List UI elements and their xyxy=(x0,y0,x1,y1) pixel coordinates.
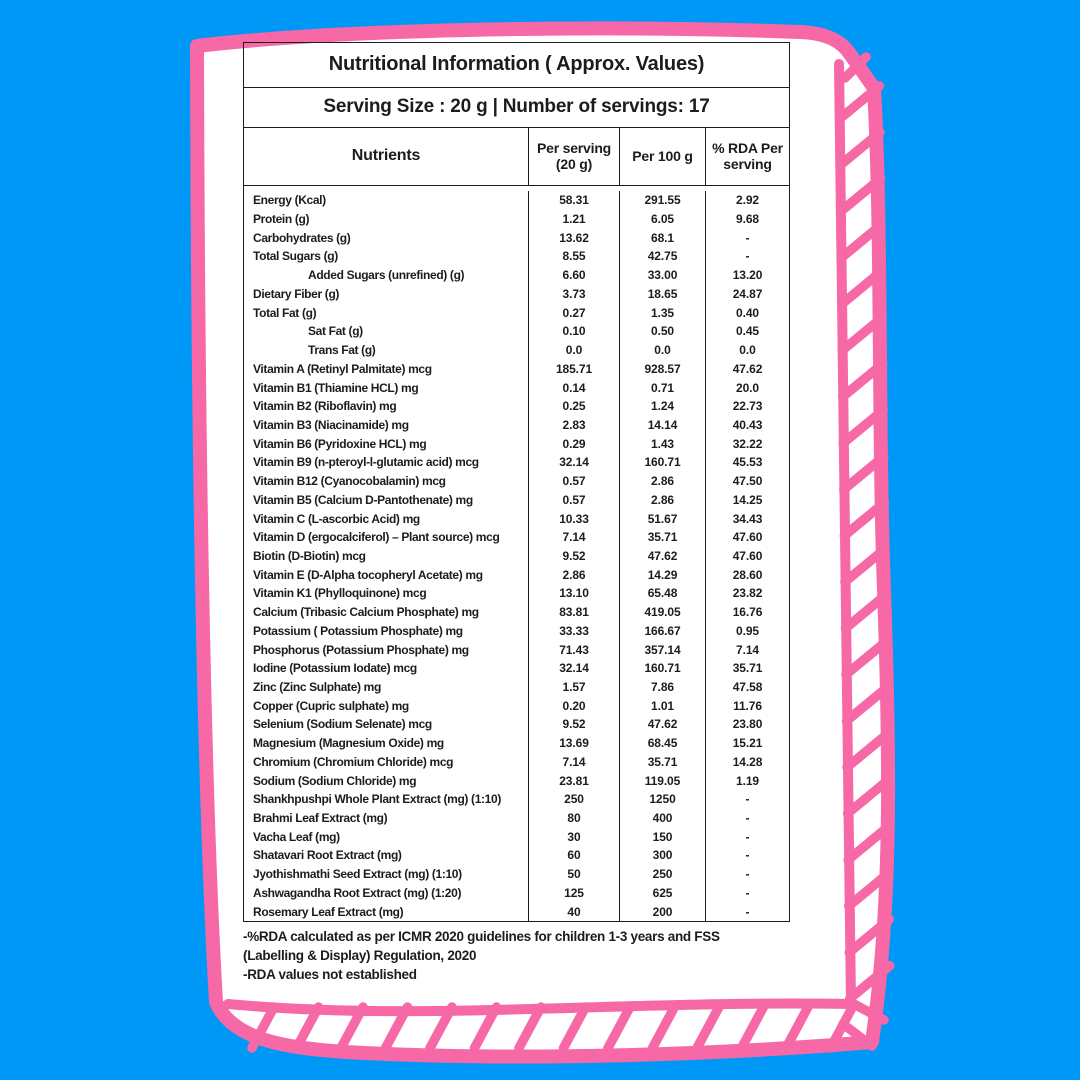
value-per-serving: 0.57 xyxy=(528,490,619,509)
value-per-serving: 13.69 xyxy=(528,734,619,753)
nutrient-name: Vitamin B1 (Thiamine HCL) mg xyxy=(253,380,419,395)
value-rda: 0.0 xyxy=(705,341,789,360)
table-row xyxy=(244,565,789,584)
value-per-100g: 400 xyxy=(619,809,705,828)
value-per-100g: 1.35 xyxy=(619,303,705,322)
table-row xyxy=(244,846,789,865)
nutrient-name: Sat Fat (g) xyxy=(308,324,363,339)
value-per-100g: 1.24 xyxy=(619,397,705,416)
value-rda: - xyxy=(705,884,789,903)
nutrient-name: Ashwagandha Root Extract (mg) (1:20) xyxy=(253,885,462,900)
value-per-serving: 0.20 xyxy=(528,696,619,715)
table-row xyxy=(244,528,789,547)
footnote-line: -RDA values not established xyxy=(243,967,417,982)
value-per-100g: 51.67 xyxy=(619,509,705,528)
value-rda: - xyxy=(705,247,789,266)
value-per-serving: 1.21 xyxy=(528,210,619,229)
value-rda: 35.71 xyxy=(705,659,789,678)
value-rda: 22.73 xyxy=(705,397,789,416)
table-row xyxy=(244,416,789,435)
value-per-serving: 185.71 xyxy=(528,359,619,378)
nutrient-name: Vitamin B5 (Calcium D-Pantothenate) mg xyxy=(253,492,473,507)
value-per-100g: 42.75 xyxy=(619,247,705,266)
table-title: Nutritional Information ( Approx. Values) xyxy=(244,43,789,88)
nutrient-name: Zinc (Zinc Sulphate) mg xyxy=(253,680,381,694)
value-rda: - xyxy=(705,902,789,921)
value-rda: 45.53 xyxy=(705,453,789,472)
value-per-100g: 2.86 xyxy=(619,490,705,509)
nutrient-name: Selenium (Sodium Selenate) mcg xyxy=(253,717,432,732)
value-per-100g: 419.05 xyxy=(619,603,705,622)
table-row xyxy=(244,734,789,753)
value-rda: 47.62 xyxy=(705,359,789,378)
footnotes xyxy=(243,927,783,984)
table-row xyxy=(244,397,789,416)
table-body xyxy=(244,186,789,921)
table-row xyxy=(244,884,789,903)
value-per-100g: 47.62 xyxy=(619,547,705,566)
value-per-100g: 357.14 xyxy=(619,640,705,659)
nutrient-name: Energy (Kcal) xyxy=(253,193,326,208)
value-per-serving: 0.27 xyxy=(528,303,619,322)
table-row xyxy=(244,191,789,210)
column-header-nutrients: Nutrients xyxy=(351,147,421,165)
value-per-serving: 23.81 xyxy=(528,771,619,790)
value-rda: 15.21 xyxy=(705,734,789,753)
nutrient-name: Trans Fat (g) xyxy=(308,343,376,358)
nutrient-name: Shankhpushpi Whole Plant Extract (mg) (1:10) xyxy=(253,792,501,807)
value-per-serving: 0.25 xyxy=(528,397,619,416)
value-per-100g: 928.57 xyxy=(619,359,705,378)
value-per-100g: 160.71 xyxy=(619,453,705,472)
value-per-serving: 3.73 xyxy=(528,285,619,304)
value-rda: - xyxy=(705,865,789,884)
table-row xyxy=(244,715,789,734)
value-per-serving: 33.33 xyxy=(528,621,619,640)
value-per-100g: 250 xyxy=(619,865,705,884)
value-rda: 23.82 xyxy=(705,584,789,603)
table-row xyxy=(244,228,789,247)
value-per-serving: 80 xyxy=(528,809,619,828)
value-rda: 34.43 xyxy=(705,509,789,528)
table-row xyxy=(244,378,789,397)
table-row xyxy=(244,472,789,491)
nutrient-name: Vacha Leaf (mg) xyxy=(253,829,340,844)
table-row xyxy=(244,547,789,566)
value-per-100g: 6.05 xyxy=(619,210,705,229)
value-per-100g: 14.29 xyxy=(619,565,705,584)
table-header xyxy=(244,128,789,186)
value-per-serving: 13.10 xyxy=(528,584,619,603)
column-header-rda: % RDA Per serving xyxy=(705,128,789,185)
value-rda: - xyxy=(705,809,789,828)
value-per-serving: 58.31 xyxy=(528,191,619,210)
nutrient-name: Added Sugars (unrefined) (g) xyxy=(308,268,465,283)
table-row xyxy=(244,247,789,266)
table-row xyxy=(244,827,789,846)
nutrient-name: Biotin (D-Biotin) mcg xyxy=(253,548,366,563)
value-per-100g: 47.62 xyxy=(619,715,705,734)
value-per-100g: 200 xyxy=(619,902,705,921)
table-row xyxy=(244,266,789,285)
table-row xyxy=(244,322,789,341)
value-per-serving: 10.33 xyxy=(528,509,619,528)
nutrient-name: Total Fat (g) xyxy=(253,305,317,320)
value-per-100g: 35.71 xyxy=(619,528,705,547)
value-rda: 1.19 xyxy=(705,771,789,790)
value-per-100g: 33.00 xyxy=(619,266,705,285)
value-rda: 7.14 xyxy=(705,640,789,659)
nutrient-name: Dietary Fiber (g) xyxy=(253,286,340,301)
value-rda: 20.0 xyxy=(705,378,789,397)
value-per-100g: 1.43 xyxy=(619,434,705,453)
value-per-serving: 0.14 xyxy=(528,378,619,397)
table-row xyxy=(244,490,789,509)
value-rda: 14.25 xyxy=(705,490,789,509)
value-rda: 47.50 xyxy=(705,472,789,491)
table-row xyxy=(244,678,789,697)
nutrient-name: Vitamin C (L-ascorbic Acid) mg xyxy=(253,511,420,526)
value-per-serving: 7.14 xyxy=(528,753,619,772)
value-rda: 0.40 xyxy=(705,303,789,322)
value-rda: 11.76 xyxy=(705,696,789,715)
value-rda: 40.43 xyxy=(705,416,789,435)
nutrient-name: Chromium (Chromium Chloride) mcg xyxy=(253,754,454,769)
nutrient-name: Rosemary Leaf Extract (mg) xyxy=(253,904,404,919)
value-rda: 47.58 xyxy=(705,678,789,697)
value-per-serving: 71.43 xyxy=(528,640,619,659)
nutrient-name: Jyothishmathi Seed Extract (mg) (1:10) xyxy=(253,867,462,882)
table-row xyxy=(244,790,789,809)
value-rda: 16.76 xyxy=(705,603,789,622)
table-row xyxy=(244,584,789,603)
nutrient-name: Vitamin D (ergocalciferol) – Plant source) mcg xyxy=(253,530,500,545)
table-row xyxy=(244,603,789,622)
value-per-serving: 32.14 xyxy=(528,659,619,678)
table-row xyxy=(244,621,789,640)
value-per-100g: 2.86 xyxy=(619,472,705,491)
table-row xyxy=(244,509,789,528)
value-per-100g: 0.50 xyxy=(619,322,705,341)
nutrient-name: Vitamin B3 (Niacinamide) mg xyxy=(253,417,409,432)
nutrient-name: Vitamin A (Retinyl Palmitate) mcg xyxy=(253,361,432,376)
value-rda: 23.80 xyxy=(705,715,789,734)
value-per-serving: 50 xyxy=(528,865,619,884)
value-rda: 28.60 xyxy=(705,565,789,584)
value-per-100g: 160.71 xyxy=(619,659,705,678)
value-per-100g: 0.0 xyxy=(619,341,705,360)
value-per-serving: 2.83 xyxy=(528,416,619,435)
table-row xyxy=(244,359,789,378)
value-per-serving: 125 xyxy=(528,884,619,903)
value-per-100g: 68.45 xyxy=(619,734,705,753)
value-per-100g: 14.14 xyxy=(619,416,705,435)
value-per-serving: 9.52 xyxy=(528,547,619,566)
value-per-100g: 68.1 xyxy=(619,228,705,247)
table-row xyxy=(244,771,789,790)
value-rda: 0.95 xyxy=(705,621,789,640)
value-per-serving: 0.57 xyxy=(528,472,619,491)
table-row xyxy=(244,434,789,453)
nutrient-name: Vitamin E (D-Alpha tocopheryl Acetate) mg xyxy=(253,567,483,582)
nutrient-name: Total Sugars (g) xyxy=(253,249,338,264)
value-per-serving: 250 xyxy=(528,790,619,809)
nutrient-name: Carbohydrates (g) xyxy=(253,230,351,245)
value-per-100g: 7.86 xyxy=(619,678,705,697)
value-per-serving: 8.55 xyxy=(528,247,619,266)
value-per-100g: 18.65 xyxy=(619,285,705,304)
value-per-100g: 291.55 xyxy=(619,191,705,210)
serving-info: Serving Size : 20 g | Number of servings: 17 xyxy=(244,88,789,128)
value-per-serving: 6.60 xyxy=(528,266,619,285)
table-row xyxy=(244,341,789,360)
table-row xyxy=(244,865,789,884)
value-per-100g: 119.05 xyxy=(619,771,705,790)
nutrient-name: Vitamin B6 (Pyridoxine HCL) mg xyxy=(253,436,427,451)
value-rda: - xyxy=(705,228,789,247)
value-per-serving: 0.29 xyxy=(528,434,619,453)
footnote-line: (Labelling & Display) Regulation, 2020 xyxy=(243,948,477,963)
table-row xyxy=(244,285,789,304)
value-per-serving: 40 xyxy=(528,902,619,921)
value-rda: - xyxy=(705,846,789,865)
value-per-100g: 65.48 xyxy=(619,584,705,603)
value-per-serving: 1.57 xyxy=(528,678,619,697)
nutrient-name: Sodium (Sodium Chloride) mg xyxy=(253,773,417,788)
nutrient-name: Protein (g) xyxy=(253,212,310,227)
value-rda: 32.22 xyxy=(705,434,789,453)
value-rda: 9.68 xyxy=(705,210,789,229)
value-per-serving: 32.14 xyxy=(528,453,619,472)
value-per-serving: 13.62 xyxy=(528,228,619,247)
nutrient-name: Potassium ( Potassium Phosphate) mg xyxy=(253,623,463,638)
nutrient-name: Iodine (Potassium Iodate) mcg xyxy=(253,661,417,676)
value-per-100g: 166.67 xyxy=(619,621,705,640)
table-row xyxy=(244,753,789,772)
value-rda: 0.45 xyxy=(705,322,789,341)
value-per-serving: 83.81 xyxy=(528,603,619,622)
column-header-per-serving: Per serving (20 g) xyxy=(528,128,619,185)
value-rda: 24.87 xyxy=(705,285,789,304)
nutrient-name: Shatavari Root Extract (mg) xyxy=(253,848,402,863)
nutrient-name: Calcium (Tribasic Calcium Phosphate) mg xyxy=(253,605,479,620)
table-row xyxy=(244,809,789,828)
column-header-per-100g: Per 100 g xyxy=(619,128,705,185)
nutrient-name: Magnesium (Magnesium Oxide) mg xyxy=(253,736,444,751)
nutrient-name: Vitamin B9 (n-pteroyl-l-glutamic acid) mcg xyxy=(253,455,479,470)
value-rda: - xyxy=(705,790,789,809)
table-row xyxy=(244,902,789,921)
value-rda: 13.20 xyxy=(705,266,789,285)
nutrient-name: Copper (Cupric sulphate) mg xyxy=(253,698,409,713)
value-per-serving: 7.14 xyxy=(528,528,619,547)
table-row xyxy=(244,210,789,229)
table-row xyxy=(244,453,789,472)
value-per-serving: 60 xyxy=(528,846,619,865)
nutrient-name: Phosphorus (Potassium Phosphate) mg xyxy=(253,642,469,657)
table-row xyxy=(244,659,789,678)
value-rda: 47.60 xyxy=(705,547,789,566)
table-row xyxy=(244,696,789,715)
value-per-serving: 2.86 xyxy=(528,565,619,584)
value-per-100g: 1250 xyxy=(619,790,705,809)
footnote-line: -%RDA calculated as per ICMR 2020 guidelines for children 1-3 years and FSS xyxy=(243,929,720,944)
value-per-serving: 9.52 xyxy=(528,715,619,734)
nutrient-name: Brahmi Leaf Extract (mg) xyxy=(253,811,388,826)
value-rda: 47.60 xyxy=(705,528,789,547)
value-rda: 2.92 xyxy=(705,191,789,210)
value-per-100g: 625 xyxy=(619,884,705,903)
value-rda: - xyxy=(705,827,789,846)
value-per-100g: 35.71 xyxy=(619,753,705,772)
value-per-100g: 1.01 xyxy=(619,696,705,715)
value-rda: 14.28 xyxy=(705,753,789,772)
value-per-serving: 0.10 xyxy=(528,322,619,341)
table-row xyxy=(244,640,789,659)
value-per-100g: 0.71 xyxy=(619,378,705,397)
value-per-serving: 0.0 xyxy=(528,341,619,360)
nutrition-table xyxy=(243,42,790,922)
value-per-100g: 150 xyxy=(619,827,705,846)
nutrient-name: Vitamin B2 (Riboflavin) mg xyxy=(253,399,397,414)
value-per-100g: 300 xyxy=(619,846,705,865)
table-row xyxy=(244,303,789,322)
nutrient-name: Vitamin K1 (Phylloquinone) mcg xyxy=(253,586,427,601)
nutrient-name: Vitamin B12 (Cyanocobalamin) mcg xyxy=(253,474,446,489)
value-per-serving: 30 xyxy=(528,827,619,846)
